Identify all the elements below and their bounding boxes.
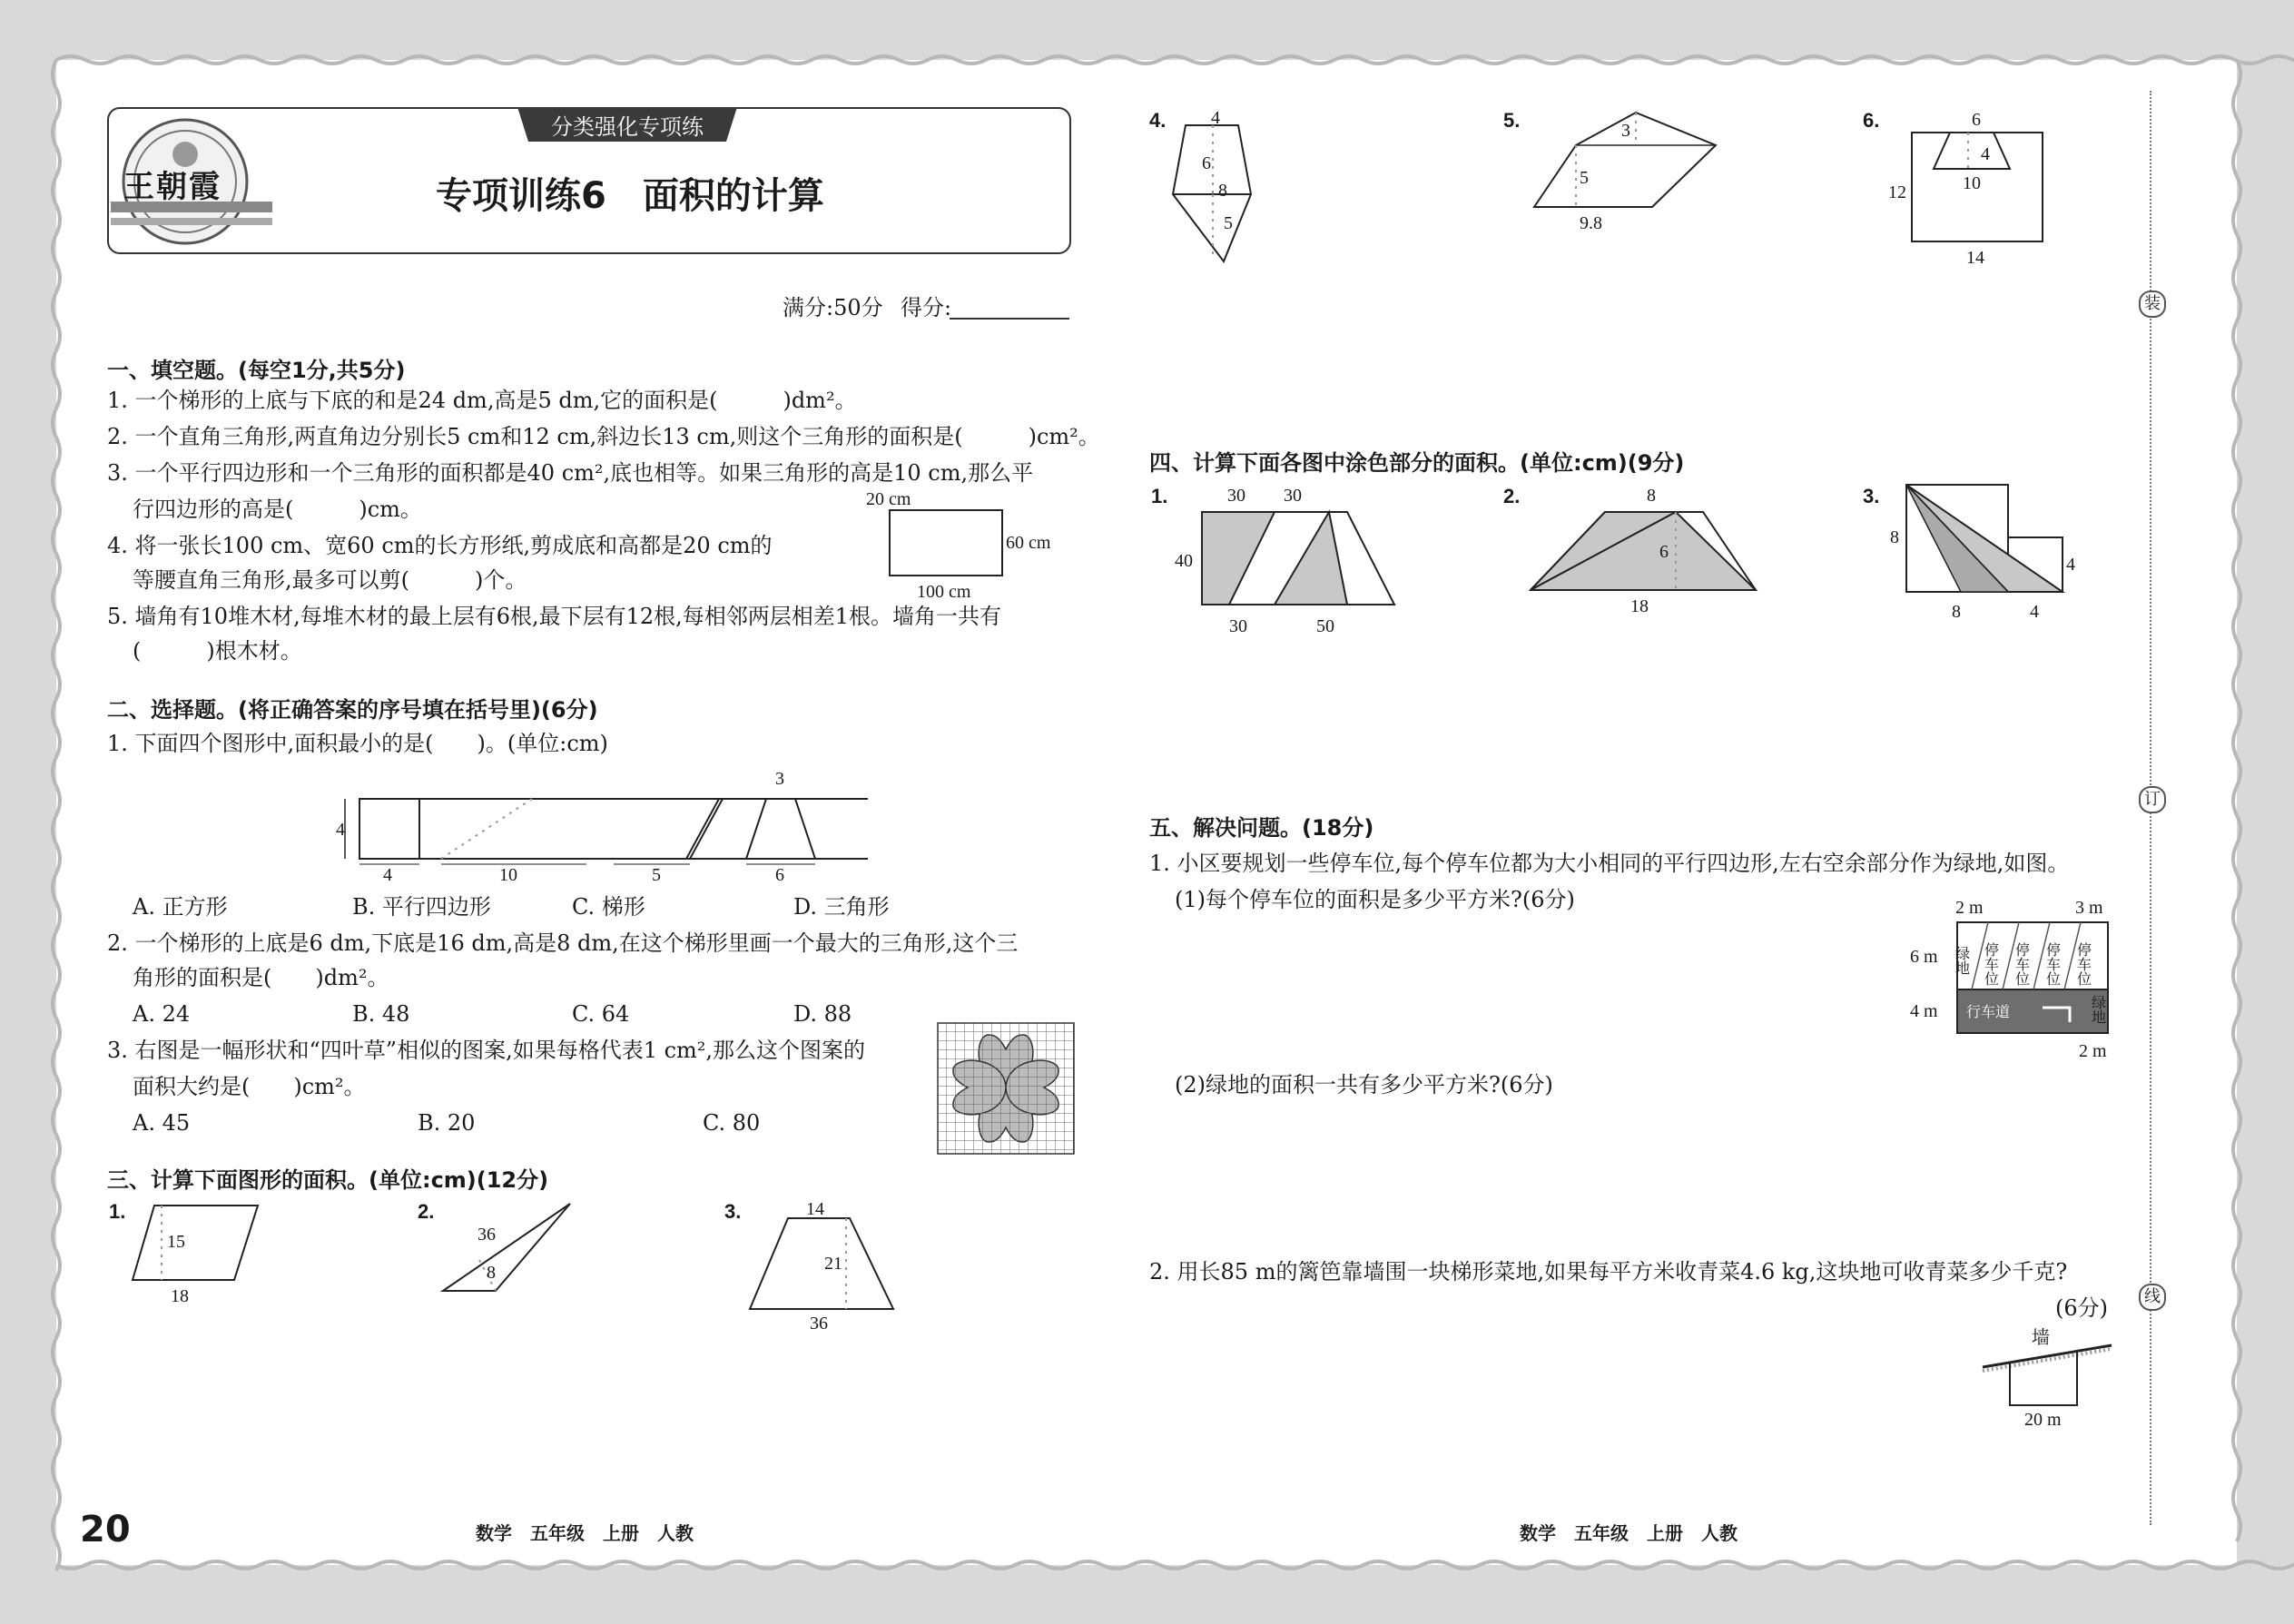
s4-f1-t2: 30 — [1284, 486, 1302, 506]
spot-label-4: 停车位 — [2074, 942, 2091, 986]
s4-f3-h2: 4 — [2066, 555, 2075, 575]
page-number: 20 — [80, 1509, 131, 1550]
green-label-right: 绿地 — [2089, 995, 2105, 1024]
page-title: 专项训练6 面积的计算 — [436, 175, 824, 217]
s3-f4-a: 6 — [1202, 153, 1211, 173]
s4-f2-h: 6 — [1659, 542, 1669, 562]
wall-len: 20 m — [2024, 1410, 2062, 1425]
section1-title: 一、填空题。(每空1分,共5分) — [107, 358, 406, 383]
dim-3m-top: 3 m — [2075, 898, 2103, 918]
s4-f3-b1: 8 — [1952, 602, 1961, 622]
s5-q2: 2. 用长85 m的篱笆靠墙围一块梯形菜地,如果每平方米收青菜4.6 kg,这块地可收青菜多少千克? — [1149, 1259, 2068, 1284]
footer-left: 数学 五年级 上册 人教 — [476, 1522, 694, 1544]
dim-2m-top: 2 m — [1955, 898, 1984, 918]
s2-q1-opt-a: A. 正方形 — [133, 894, 228, 920]
spot-label-3: 停车位 — [2043, 942, 2060, 986]
s5-q2-score: (6分) — [2055, 1295, 2108, 1321]
s2-q3a: 3. 右图是一幅形状和“四叶草”相似的图案,如果每格代表1 cm²,那么这个图案的 — [107, 1038, 866, 1063]
s5-q1b: (2)绿地的面积一共有多少平方米?(6分) — [1175, 1072, 1553, 1097]
s4-f3-h: 8 — [1890, 527, 1899, 547]
s3-f6-b: 10 — [1963, 173, 1981, 193]
binding-mark-2: 订 — [2139, 786, 2166, 813]
s1-q4b: 等腰直角三角形,最多可以剪( )个。 — [133, 567, 527, 593]
green-label-left: 绿地 — [1953, 946, 1969, 975]
s4-fig1 — [1149, 481, 1403, 639]
s4-f2-b: 18 — [1630, 596, 1649, 616]
s3-fig4-pentagon — [1147, 105, 1275, 269]
logo-text: 王朝霞 — [123, 169, 222, 205]
triangle-shape — [441, 799, 532, 859]
s3-f5-a: 3 — [1621, 121, 1630, 141]
s1-q4-rectangle-figure — [862, 485, 1062, 603]
s3-f2-b: 8 — [487, 1263, 496, 1283]
s3-fig3-trapezoid — [723, 1196, 940, 1333]
s4-f2-num: 2. — [1503, 485, 1521, 507]
binding-mark-3: 线 — [2139, 1284, 2166, 1311]
road-label: 行车道 — [1966, 1005, 2011, 1020]
s4-f1-h: 40 — [1175, 551, 1193, 571]
s2-label-h: 4 — [336, 820, 345, 840]
s2-label-a: 4 — [383, 865, 392, 885]
s3-f3-num: 3. — [724, 1200, 742, 1223]
s2-q2-opt-a: A. 24 — [133, 1001, 191, 1027]
s5-q1a: (1)每个停车位的面积是多少平方米?(6分) — [1175, 887, 1575, 912]
s3-f6-top: 6 — [1972, 110, 1981, 130]
s3-f6-h: 12 — [1888, 182, 1906, 202]
s4-f1-b2: 50 — [1316, 616, 1334, 636]
s3-f5-num: 5. — [1503, 109, 1521, 132]
s2-q2b: 角形的面积是( )dm²。 — [133, 965, 389, 990]
s2-q1-opt-b: B. 平行四边形 — [352, 894, 491, 920]
s1-q3b: 行四边形的高是( )cm。 — [133, 497, 422, 522]
full-score: 满分:50分 — [783, 295, 883, 320]
score-input[interactable] — [950, 318, 1069, 320]
trapezoid-shape — [746, 799, 815, 859]
s3-f3-bot: 36 — [810, 1314, 828, 1333]
s2-q3b: 面积大约是( )cm²。 — [133, 1074, 366, 1099]
s3-f5-h: 5 — [1580, 168, 1589, 188]
s4-f1-num: 1. — [1151, 485, 1168, 507]
parallelogram-shape — [686, 799, 723, 859]
s3-f4-num: 4. — [1149, 109, 1167, 132]
s4-f1-b1: 30 — [1229, 616, 1247, 636]
s3-f6-num: 6. — [1863, 109, 1880, 132]
s2-q3-opt-c: C. 80 — [703, 1110, 761, 1136]
s2-label-b: 10 — [499, 865, 517, 885]
s2-q1-shapes-figure — [332, 763, 877, 886]
s3-f1-num: 1. — [109, 1200, 126, 1223]
s1-q4a: 4. 将一张长100 cm、宽60 cm的长方形纸,剪成底和高都是20 cm的 — [107, 533, 773, 558]
s2-q2-opt-d: D. 88 — [793, 1001, 852, 1027]
s4-f3-num: 3. — [1863, 485, 1880, 507]
s3-fig6-composite — [1861, 105, 2061, 269]
section5-title: 五、解决问题。(18分) — [1149, 815, 1374, 841]
s2-q2-opt-b: B. 48 — [352, 1001, 410, 1027]
s3-f2-num: 2. — [418, 1200, 435, 1223]
dim-4m: 4 m — [1910, 1001, 1938, 1021]
s1-q4-label-a: 20 cm — [866, 489, 911, 509]
s4-fig3 — [1861, 481, 2097, 626]
s3-fig1-parallelogram — [107, 1196, 289, 1305]
square-shape — [359, 799, 419, 859]
score-label: 得分: — [901, 295, 952, 320]
s4-f1-t1: 30 — [1227, 486, 1245, 506]
s2-label-c: 5 — [652, 865, 661, 885]
s3-f6-w: 14 — [1966, 248, 1984, 268]
four-leaf-clover-grid — [937, 1022, 1075, 1155]
s2-q3-opt-a: A. 45 — [133, 1110, 191, 1136]
s1-q4-label-b: 60 cm — [1006, 533, 1051, 553]
s2-q2a: 2. 一个梯形的上底是6 dm,下底是16 dm,高是8 dm,在这个梯形里画一个最大的三角形,这个三 — [107, 930, 1019, 956]
s3-f1-b: 18 — [171, 1286, 189, 1305]
wall-trapezoid-figure — [1979, 1325, 2115, 1425]
s1-q3a: 3. 一个平行四边形和一个三角形的面积都是40 cm²,底也相等。如果三角形的高是10 cm,那么平 — [107, 460, 1034, 486]
s3-f3-top: 14 — [806, 1199, 824, 1219]
s3-f3-h: 21 — [824, 1254, 842, 1274]
s2-q1-opt-d: D. 三角形 — [793, 894, 890, 920]
series-label: 分类强化专项练 — [551, 114, 704, 140]
s3-f4-b: 8 — [1218, 181, 1227, 201]
s2-q3-opt-b: B. 20 — [418, 1110, 476, 1136]
s3-fig2-triangle — [416, 1196, 579, 1296]
section4-title: 四、计算下面各图中涂色部分的面积。(单位:cm)(9分) — [1149, 450, 1685, 476]
s2-label-e: 3 — [775, 769, 784, 789]
s1-q2: 2. 一个直角三角形,两直角边分别长5 cm和12 cm,斜边长13 cm,则这个三角形的面积是( )cm²。 — [107, 424, 1100, 449]
s1-q1: 1. 一个梯形的上底与下底的和是24 dm,高是5 dm,它的面积是( )dm²。 — [107, 388, 857, 413]
footer-right: 数学 五年级 上册 人教 — [1520, 1522, 1738, 1544]
s3-f4-c: 5 — [1224, 213, 1233, 233]
dim-6m: 6 m — [1910, 947, 1938, 967]
s2-q1: 1. 下面四个图形中,面积最小的是( )。(单位:cm) — [107, 731, 608, 756]
s3-f4-top: 4 — [1211, 108, 1220, 128]
spot-label-2: 停车位 — [2013, 942, 2029, 986]
s2-q1-opt-c: C. 梯形 — [572, 894, 645, 920]
s4-f2-t: 8 — [1647, 486, 1656, 506]
binding-mark-1: 装 — [2139, 290, 2166, 318]
s1-q5b: ( )根木材。 — [133, 638, 302, 664]
parking-lot-figure — [1906, 895, 2115, 1068]
s3-f6-a: 4 — [1981, 144, 1990, 164]
s1-q4-label-c: 100 cm — [917, 582, 971, 602]
dim-2m-bottom: 2 m — [2079, 1041, 2107, 1061]
s4-f3-b2: 4 — [2030, 602, 2039, 622]
section3-title: 三、计算下面图形的面积。(单位:cm)(12分) — [107, 1167, 549, 1193]
s2-q2-opt-c: C. 64 — [572, 1001, 630, 1027]
s3-f5-b: 9.8 — [1580, 213, 1602, 233]
s3-f2-a: 36 — [478, 1225, 496, 1245]
s1-q5a: 5. 墙角有10堆木材,每堆木材的最上层有6根,最下层有12根,每相邻两层相差1根。墙角一共有 — [107, 604, 1002, 629]
s4-fig2 — [1501, 481, 1774, 617]
s3-f1-h: 15 — [167, 1232, 185, 1252]
s3-fig5-parallelogram — [1501, 105, 1747, 241]
s5-q1: 1. 小区要规划一些停车位,每个停车位都为大小相同的平行四边形,左右空余部分作为绿地,如图。 — [1149, 851, 2070, 876]
wall-label: 墙 — [2032, 1328, 2050, 1348]
s2-label-d: 6 — [775, 865, 784, 885]
spot-label-1: 停车位 — [1982, 942, 1998, 986]
section2-title: 二、选择题。(将正确答案的序号填在括号里)(6分) — [107, 697, 598, 723]
